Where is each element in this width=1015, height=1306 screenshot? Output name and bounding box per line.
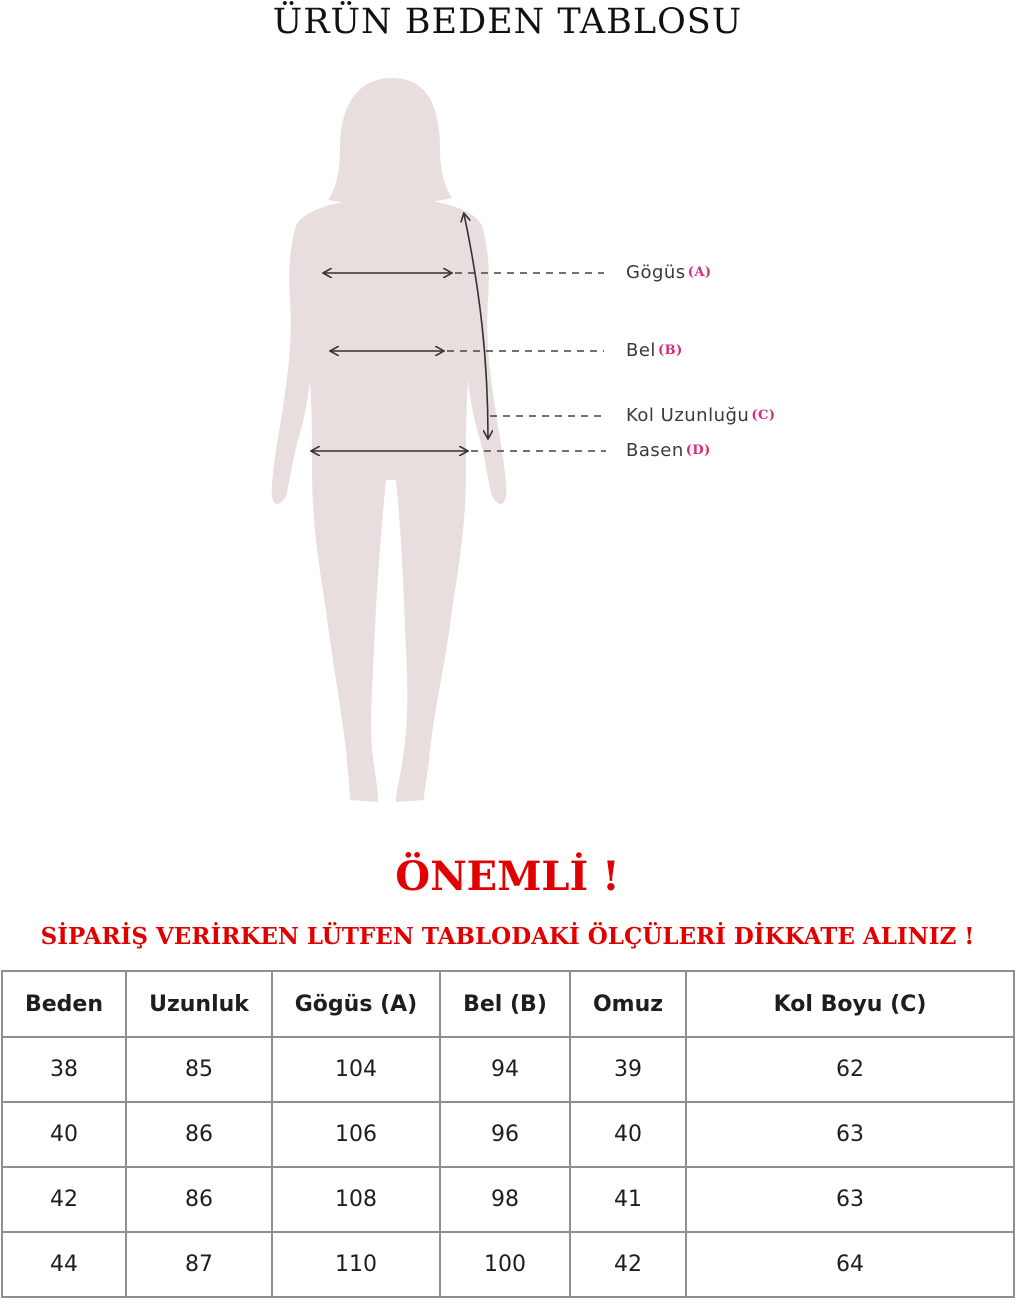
cell-sleeve: 63 [686,1102,1014,1167]
measure-label-chest: Gögüs (A) [626,262,712,283]
cell-size: 40 [2,1102,126,1167]
cell-length: 85 [126,1037,272,1102]
cell-size: 42 [2,1167,126,1232]
size-table [1,970,1015,1298]
header-chest: Gögüs (A) [272,971,440,1037]
table-row [2,1232,1014,1297]
cell-sleeve: 64 [686,1232,1014,1297]
cell-size: 38 [2,1037,126,1102]
cell-chest: 106 [272,1102,440,1167]
header-shoulder: Omuz [570,971,686,1037]
cell-length: 86 [126,1167,272,1232]
header-waist: Bel (B) [440,971,570,1037]
measure-code-b: (B) [657,343,683,358]
cell-chest: 104 [272,1037,440,1102]
measure-label-sleeve: Kol Uzunluğu (C) [626,405,776,426]
measure-code-c: (C) [751,408,776,423]
cell-sleeve: 63 [686,1167,1014,1232]
warning-message: SİPARİŞ VERİRKEN LÜTFEN TABLODAKİ ÖLÇÜLERİ DİKKATE ALINIZ ! [40,923,975,950]
cell-size: 44 [2,1232,126,1297]
body-silhouette-diagram [0,60,1015,820]
cell-shoulder: 40 [570,1102,686,1167]
cell-shoulder: 41 [570,1167,686,1232]
cell-shoulder: 42 [570,1232,686,1297]
cell-waist: 94 [440,1037,570,1102]
page-title: ÜRÜN BEDEN TABLOSU [272,2,743,42]
cell-waist: 98 [440,1167,570,1232]
cell-shoulder: 39 [570,1037,686,1102]
measure-label-hip: Basen (D) [626,440,711,461]
cell-waist: 100 [440,1232,570,1297]
cell-length: 87 [126,1232,272,1297]
table-row [2,1037,1014,1102]
measure-label-waist: Bel (B) [626,340,683,361]
measure-code-d: (D) [685,443,711,458]
cell-length: 86 [126,1102,272,1167]
header-sleeve: Kol Boyu (C) [686,971,1014,1037]
cell-waist: 96 [440,1102,570,1167]
header-size: Beden [2,971,126,1037]
table-row [2,1167,1014,1232]
cell-chest: 108 [272,1167,440,1232]
header-length: Uzunluk [126,971,272,1037]
table-row [2,1102,1014,1167]
measure-code-a: (A) [687,265,712,280]
woman-silhouette [272,78,507,802]
important-heading: ÖNEMLİ ! [395,853,620,900]
cell-sleeve: 62 [686,1037,1014,1102]
table-header-row [2,971,1014,1037]
cell-chest: 110 [272,1232,440,1297]
